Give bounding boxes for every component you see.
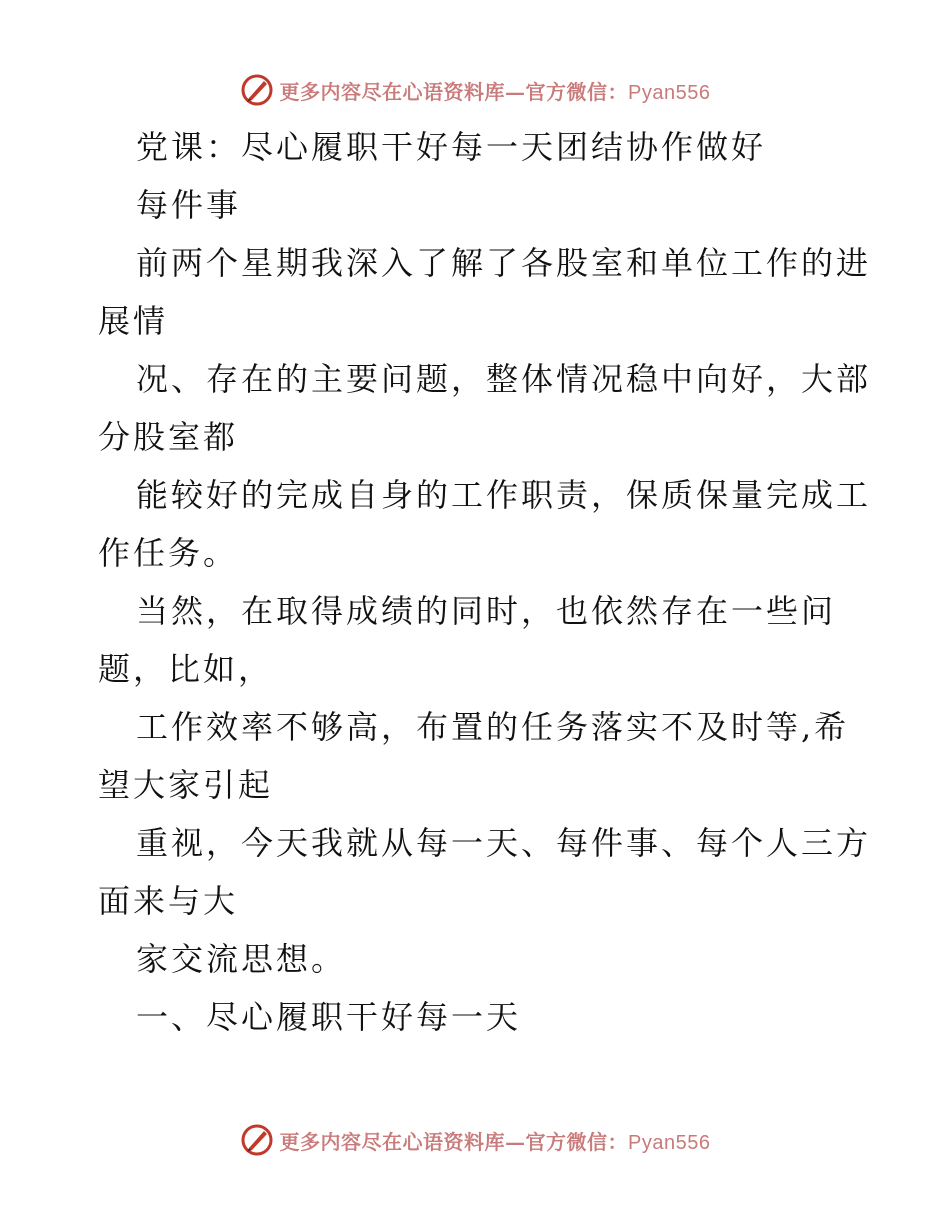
wechat-id: Pyan556	[628, 1131, 711, 1154]
wechat-id: Pyan556	[628, 81, 711, 104]
body-line: 家交流思想。	[136, 940, 347, 978]
body-line: 望大家引起	[98, 766, 274, 804]
body-line: 面来与大	[98, 882, 239, 920]
document-body	[98, 118, 872, 1046]
body-line: 题，比如，	[98, 650, 274, 688]
body-line: 展情	[98, 302, 169, 340]
footer-banner	[0, 1120, 950, 1160]
header-banner	[0, 70, 950, 110]
body-line: 每件事	[136, 186, 242, 224]
pen-logo-icon	[240, 73, 274, 107]
banner-label: 更多内容尽在心语资料库—官方微信：	[279, 79, 629, 104]
body-line: 分股室都	[98, 418, 239, 456]
body-line: 作任务。	[98, 534, 239, 572]
body-line: 前两个星期我深入了解了各股室和单位工作的进	[136, 244, 872, 282]
body-line: 况、存在的主要问题，整体情况稳中向好，大部	[136, 360, 872, 398]
body-line: 一、尽心履职干好每一天	[136, 998, 522, 1036]
body-line: 能较好的完成自身的工作职责，保质保量完成工	[136, 476, 872, 514]
banner-label: 更多内容尽在心语资料库—官方微信：	[279, 1129, 629, 1154]
body-line: 当然，在取得成绩的同时，也依然存在一些问	[136, 592, 837, 630]
body-line: 重视，今天我就从每一天、每件事、每个人三方	[136, 824, 872, 862]
body-line: 工作效率不够高，布置的任务落实不及时等,希	[136, 708, 850, 746]
body-line: 党课：尽心履职干好每一天团结协作做好	[136, 128, 767, 166]
pen-logo-icon	[240, 1123, 274, 1157]
banner-text	[280, 1126, 711, 1155]
banner-text	[280, 76, 711, 105]
